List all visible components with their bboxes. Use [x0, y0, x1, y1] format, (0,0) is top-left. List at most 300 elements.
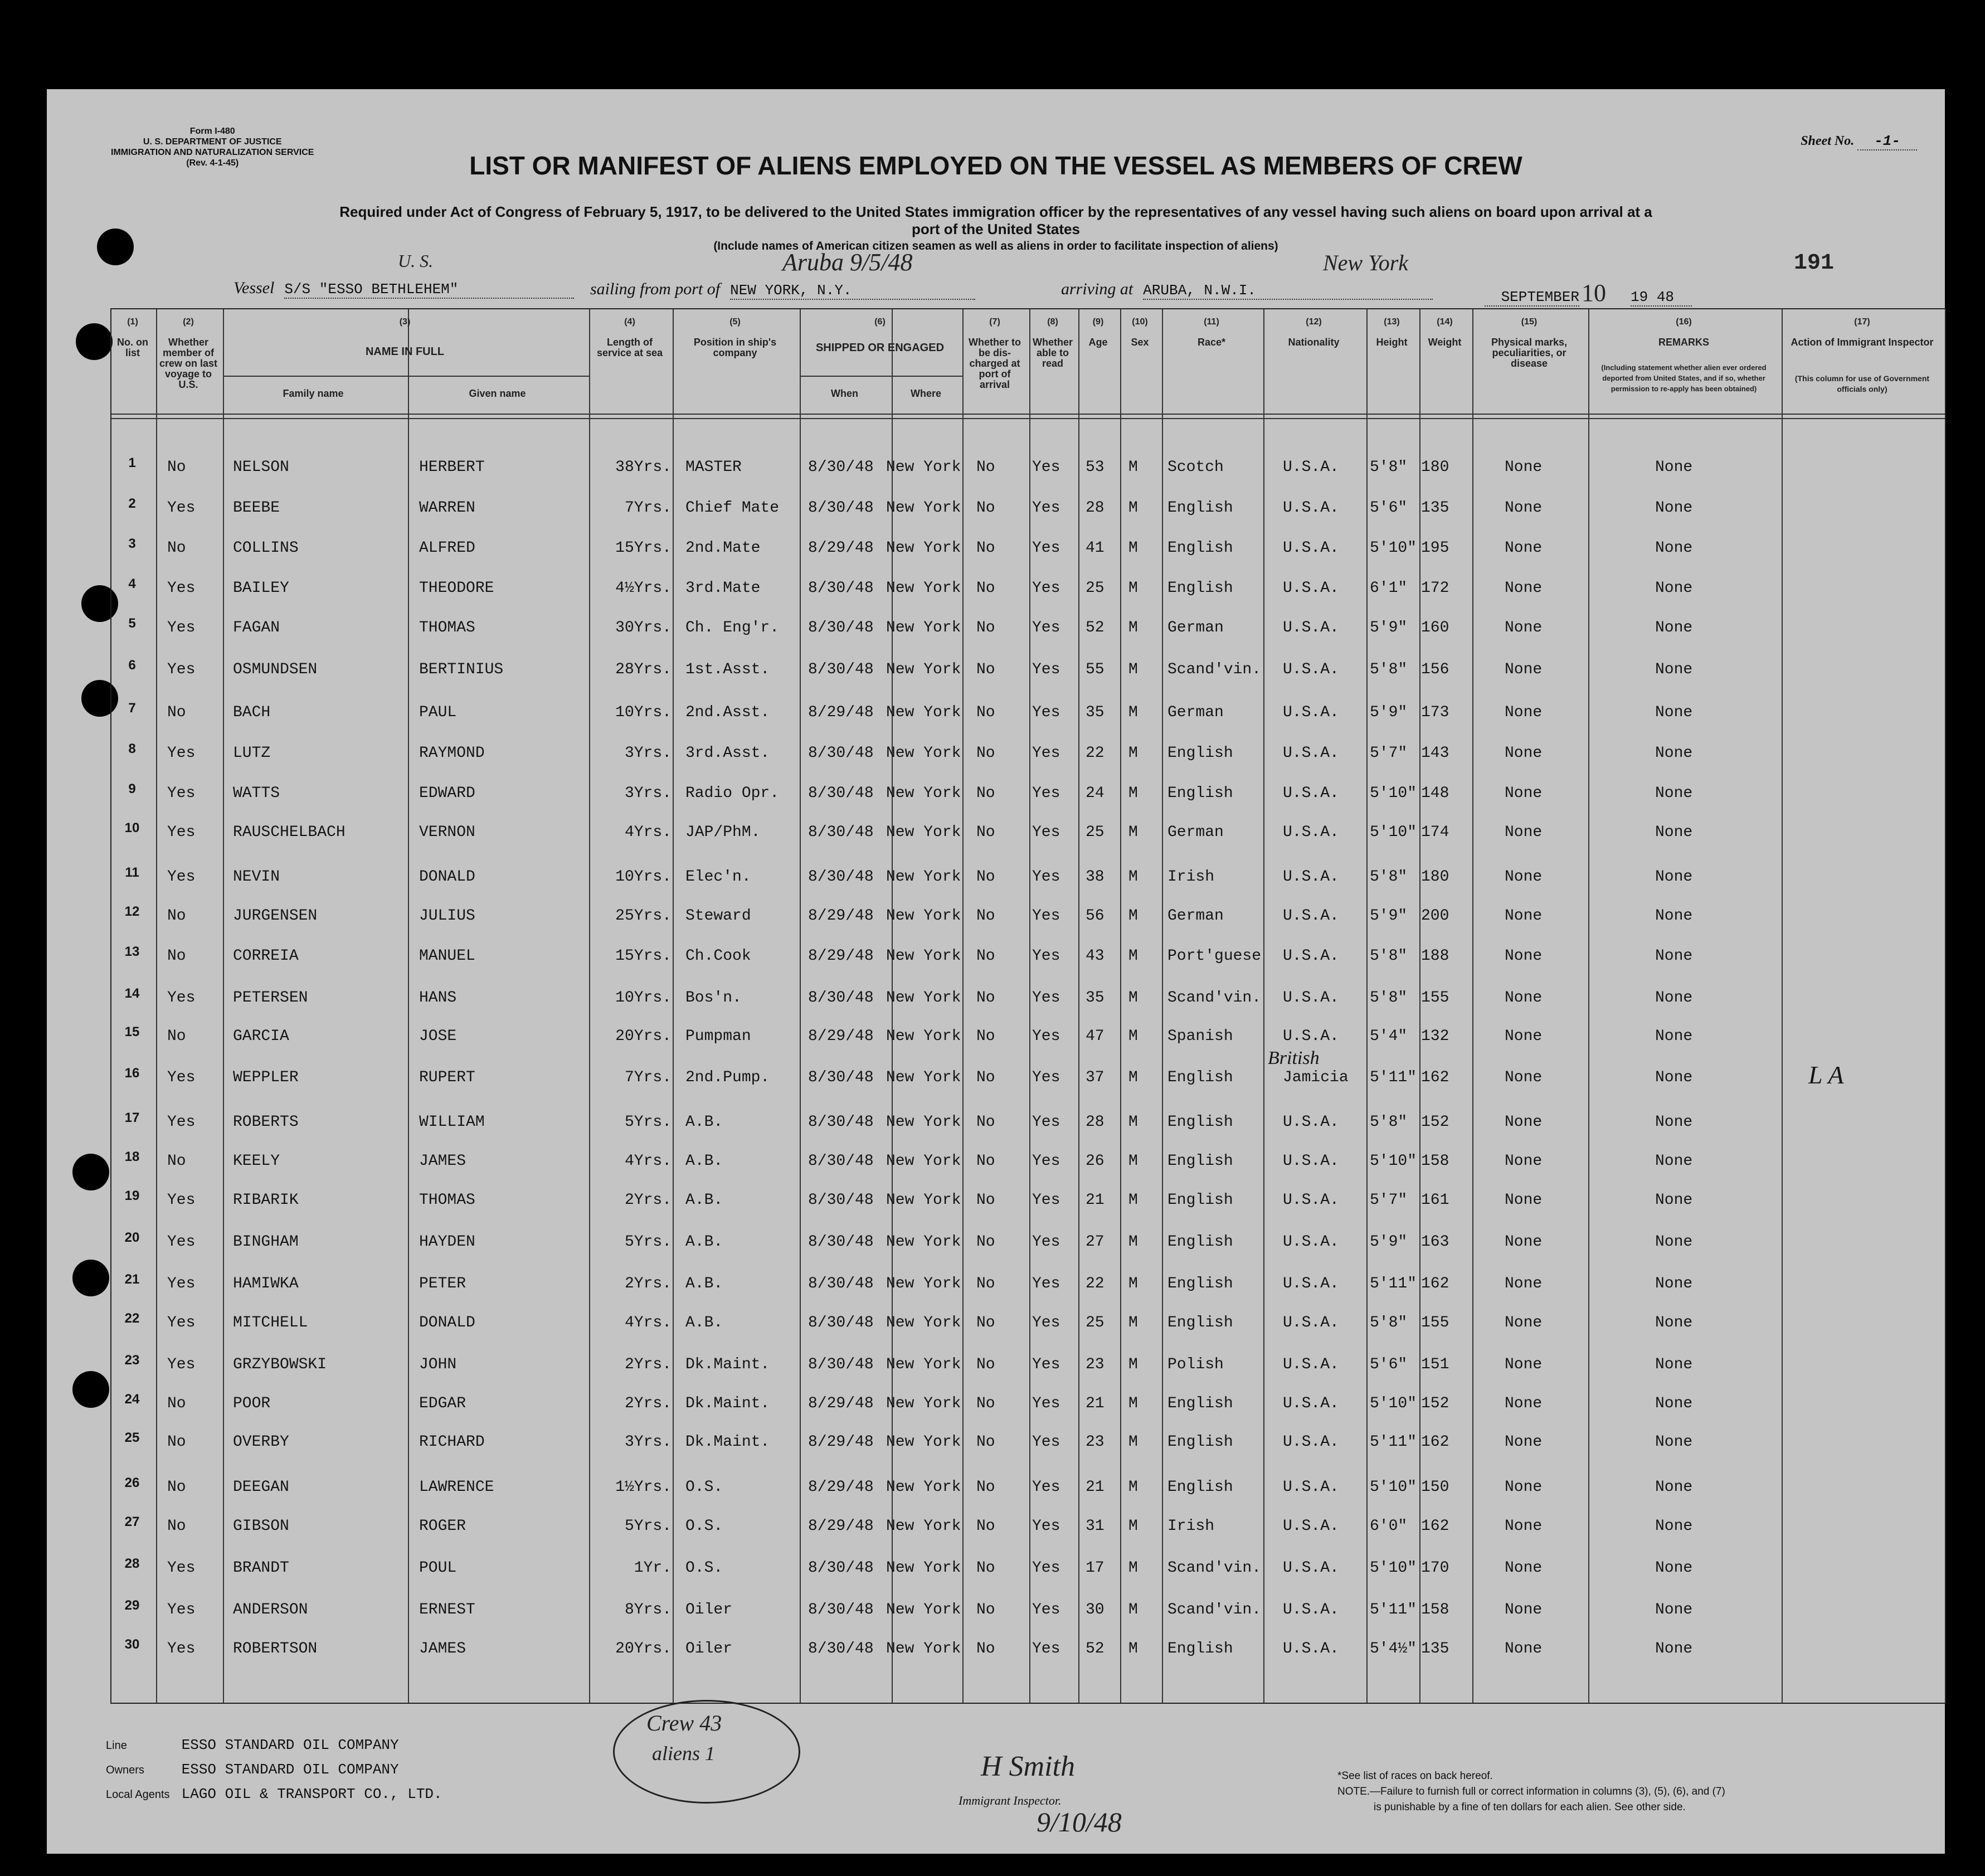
- column-divider: [156, 309, 157, 1703]
- cell-position: Oiler: [685, 1640, 733, 1658]
- cell-position: Elec'n.: [685, 868, 751, 886]
- cell-no: 1: [128, 455, 136, 470]
- sailing-port: NEW YORK, N.Y.: [730, 282, 975, 300]
- cell-where: New York: [886, 459, 961, 476]
- cell-prev: Yes: [167, 1601, 196, 1619]
- cell-age: 22: [1086, 745, 1105, 762]
- cell-prev: Yes: [167, 1114, 196, 1131]
- cell-position: Dk.Maint.: [685, 1395, 770, 1412]
- cell-nationality: U.S.A.: [1283, 1356, 1339, 1373]
- cell-service: 1Yr.: [634, 1559, 672, 1577]
- cell-position: A.B.: [685, 1114, 723, 1131]
- cell-discharged: No: [976, 1192, 995, 1209]
- cell-position: JAP/PhM.: [685, 824, 761, 841]
- cell-prev: Yes: [167, 580, 196, 597]
- cell-where: New York: [886, 1275, 961, 1292]
- cell-sex: M: [1128, 824, 1138, 841]
- cell-family: RIBARIK: [233, 1192, 299, 1209]
- cell-race: Port'guese: [1167, 947, 1262, 965]
- cell-sex: M: [1128, 499, 1138, 517]
- cell-when: 8/30/48: [808, 785, 874, 802]
- cell-discharged: No: [976, 459, 995, 476]
- cell-given: ALFRED: [419, 540, 475, 557]
- cell-marks: None: [1505, 459, 1543, 476]
- cell-race: Scand'vin.: [1167, 1559, 1262, 1577]
- cell-remarks: None: [1655, 1275, 1693, 1292]
- column-header: REMARKS: [1658, 337, 1709, 348]
- cell-read: Yes: [1032, 745, 1060, 762]
- cell-position: Dk.Maint.: [685, 1433, 770, 1451]
- cell-given: JAMES: [419, 1153, 466, 1170]
- cell-marks: None: [1505, 661, 1543, 678]
- cell-sex: M: [1128, 1395, 1138, 1412]
- cell-family: KEELY: [233, 1153, 280, 1170]
- cell-age: 23: [1086, 1433, 1105, 1451]
- cell-position: Radio Opr.: [685, 785, 780, 802]
- cell-read: Yes: [1032, 1275, 1060, 1292]
- cell-prev: No: [167, 540, 186, 557]
- cell-where: New York: [886, 785, 961, 802]
- cell-weight: 143: [1421, 745, 1449, 762]
- cell-family: GARCIA: [233, 1028, 289, 1045]
- cell-where: New York: [886, 1114, 961, 1131]
- cell-height: 5'7": [1370, 1192, 1408, 1209]
- cell-given: BERTINIUS: [419, 661, 504, 678]
- cell-given: VERNON: [419, 824, 475, 841]
- cell-family: ROBERTSON: [233, 1640, 318, 1658]
- cell-race: German: [1167, 619, 1224, 636]
- cell-remarks: None: [1655, 1028, 1693, 1045]
- cell-race: Scand'vin.: [1167, 989, 1262, 1007]
- cell-race: English: [1167, 1640, 1233, 1658]
- column-header: Age: [1088, 337, 1108, 348]
- cell-nationality: U.S.A.: [1283, 540, 1339, 557]
- cell-remarks: None: [1655, 1559, 1693, 1577]
- cell-height: 5'7": [1370, 745, 1408, 762]
- sheet-number: [1801, 133, 1917, 149]
- cell-position: Chief Mate: [685, 499, 780, 517]
- cell-prev: Yes: [167, 745, 196, 762]
- date-year-prefix: 19: [1631, 289, 1648, 305]
- arriving-label: arriving at: [1061, 280, 1133, 298]
- cell-position: 3rd.Asst.: [685, 745, 770, 762]
- cell-nationality: U.S.A.: [1283, 1433, 1339, 1451]
- cell-when: 8/30/48: [808, 989, 874, 1007]
- cell-weight: 150: [1421, 1479, 1449, 1496]
- page-stamp: 191: [1794, 251, 1835, 276]
- cell-marks: None: [1505, 1356, 1543, 1373]
- cell-read: Yes: [1032, 1479, 1060, 1496]
- cell-where: New York: [886, 1069, 961, 1086]
- cell-sex: M: [1128, 1114, 1138, 1131]
- cell-read: Yes: [1032, 1069, 1060, 1086]
- cell-where: New York: [886, 824, 961, 841]
- cell-sex: M: [1128, 580, 1138, 597]
- cell-race: English: [1167, 1233, 1233, 1251]
- vessel-label: Vessel: [233, 279, 275, 297]
- cell-remarks: None: [1655, 661, 1693, 678]
- cell-service: 20Yrs.: [615, 1640, 672, 1658]
- cell-height: 5'10": [1370, 540, 1417, 557]
- cell-prev: Yes: [167, 1275, 196, 1292]
- cell-service: 7Yrs.: [624, 499, 672, 517]
- cell-age: 23: [1086, 1356, 1105, 1373]
- cell-sex: M: [1128, 1356, 1138, 1373]
- cell-age: 24: [1086, 785, 1105, 802]
- cell-family: BACH: [233, 704, 271, 721]
- column-header: (15): [1521, 317, 1538, 327]
- cell-when: 8/30/48: [808, 1601, 874, 1619]
- cell-given: POUL: [419, 1559, 457, 1577]
- cell-no: 25: [124, 1430, 140, 1445]
- cell-when: 8/29/48: [808, 907, 874, 925]
- punch-hole: [72, 1154, 109, 1190]
- agents-value: LAGO OIL & TRANSPORT CO., LTD.: [181, 1786, 442, 1802]
- cell-where: New York: [886, 1153, 961, 1170]
- cell-service: 4Yrs.: [624, 1153, 672, 1170]
- cell-remarks: None: [1655, 619, 1693, 636]
- cell-where: New York: [886, 1433, 961, 1451]
- cell-discharged: No: [976, 1069, 995, 1086]
- cell-marks: None: [1505, 1395, 1543, 1412]
- cell-given: HANS: [419, 989, 457, 1007]
- cell-discharged: No: [976, 1518, 995, 1535]
- cell-family: ROBERTS: [233, 1114, 299, 1131]
- cell-no: 17: [124, 1110, 140, 1125]
- cell-race: Irish: [1167, 1518, 1215, 1535]
- cell-read: Yes: [1032, 907, 1060, 925]
- cell-position: 2nd.Asst.: [685, 704, 770, 721]
- cell-weight: 151: [1421, 1356, 1449, 1373]
- cell-height: 5'9": [1370, 619, 1408, 636]
- cell-when: 8/30/48: [808, 499, 874, 517]
- cell-remarks: None: [1655, 1640, 1693, 1658]
- cell-weight: 148: [1421, 785, 1449, 802]
- cell-read: Yes: [1032, 868, 1060, 886]
- cell-no: 23: [124, 1353, 140, 1368]
- cell-when: 8/30/48: [808, 824, 874, 841]
- cell-height: 5'11": [1370, 1601, 1417, 1619]
- footer-note-1: *See list of races on back hereof.: [1337, 1770, 1493, 1782]
- cell-family: PETERSEN: [233, 989, 308, 1007]
- cell-weight: 135: [1421, 1640, 1449, 1658]
- cell-where: New York: [886, 1395, 961, 1412]
- cell-read: Yes: [1032, 989, 1060, 1007]
- cell-read: Yes: [1032, 540, 1060, 557]
- cell-service: 5Yrs.: [624, 1518, 672, 1535]
- column-header: Nationality: [1288, 337, 1340, 348]
- cell-when: 8/29/48: [808, 1479, 874, 1496]
- cell-remarks: None: [1655, 1233, 1693, 1251]
- cell-race: English: [1167, 785, 1233, 802]
- cell-race: Irish: [1167, 868, 1215, 886]
- cell-nationality: U.S.A.: [1283, 1153, 1339, 1170]
- cell-discharged: No: [976, 1314, 995, 1331]
- cell-read: Yes: [1032, 661, 1060, 678]
- cell-family: DEEGAN: [233, 1479, 289, 1496]
- cell-weight: 155: [1421, 1314, 1449, 1331]
- cell-age: 55: [1086, 661, 1105, 678]
- cell-nationality: U.S.A.: [1283, 989, 1339, 1007]
- cell-given: JULIUS: [419, 907, 475, 925]
- cell-prev: Yes: [167, 661, 196, 678]
- cell-discharged: No: [976, 580, 995, 597]
- column-header: Whether to be dis-charged at port of arrival: [969, 337, 1021, 390]
- arriving-port: ARUBA, N.W.I.: [1143, 282, 1433, 300]
- cell-weight: 156: [1421, 661, 1449, 678]
- cell-sex: M: [1128, 1153, 1138, 1170]
- cell-given: DONALD: [419, 868, 475, 886]
- cell-no: 30: [124, 1637, 140, 1652]
- column-header: (Including statement whether alien ever ordered deported from United States, and if so, whether permission to re-apply has been obtained): [1601, 363, 1767, 393]
- cell-remarks: None: [1655, 947, 1693, 965]
- date-day: 10: [1582, 279, 1606, 307]
- punch-hole: [76, 323, 113, 360]
- vessel-line: [233, 279, 574, 299]
- arrival-date: [1485, 279, 1692, 307]
- cell-position: O.S.: [685, 1518, 723, 1535]
- cell-given: JOHN: [419, 1356, 457, 1373]
- cell-position: Dk.Maint.: [685, 1356, 770, 1373]
- cell-nationality: U.S.A.: [1283, 499, 1339, 517]
- cell-remarks: None: [1655, 1479, 1693, 1496]
- cell-weight: 160: [1421, 619, 1449, 636]
- cell-prev: Yes: [167, 1559, 196, 1577]
- cell-service: 2Yrs.: [624, 1275, 672, 1292]
- cell-race: Spanish: [1167, 1028, 1233, 1045]
- cell-nationality: U.S.A.: [1283, 1114, 1339, 1131]
- cell-where: New York: [886, 1192, 961, 1209]
- cell-discharged: No: [976, 1433, 995, 1451]
- cell-prev: Yes: [167, 1356, 196, 1373]
- column-header: Given name: [469, 388, 526, 399]
- footer-line: [106, 1737, 399, 1753]
- cell-when: 8/30/48: [808, 619, 874, 636]
- cell-discharged: No: [976, 989, 995, 1007]
- header-divider: [111, 414, 1945, 415]
- cell-read: Yes: [1032, 499, 1060, 517]
- cell-discharged: No: [976, 704, 995, 721]
- cell-position: Ch. Eng'r.: [685, 619, 780, 636]
- cell-discharged: No: [976, 1275, 995, 1292]
- cell-remarks: None: [1655, 540, 1693, 557]
- column-divider: [800, 309, 801, 1703]
- cell-sex: M: [1128, 1433, 1138, 1451]
- cell-sex: M: [1128, 661, 1138, 678]
- cell-nationality: U.S.A.: [1283, 785, 1339, 802]
- cell-age: 56: [1086, 907, 1105, 925]
- cell-family: HAMIWKA: [233, 1275, 299, 1292]
- cell-position: Bos'n.: [685, 989, 742, 1007]
- cell-position: 3rd.Mate: [685, 580, 761, 597]
- cell-when: 8/30/48: [808, 580, 874, 597]
- cell-weight: 180: [1421, 459, 1449, 476]
- cell-family: BINGHAM: [233, 1233, 299, 1251]
- column-divider: [589, 309, 590, 1703]
- column-divider: [1162, 309, 1163, 1703]
- cell-given: PETER: [419, 1275, 466, 1292]
- cell-weight: 174: [1421, 824, 1449, 841]
- cell-age: 35: [1086, 704, 1105, 721]
- cell-read: Yes: [1032, 824, 1060, 841]
- cell-service: 15Yrs.: [615, 947, 672, 965]
- footer-note-3: is punishable by a fine of ten dollars for each alien. See other side.: [1374, 1801, 1686, 1813]
- cell-nationality: U.S.A.: [1283, 907, 1339, 925]
- cell-sex: M: [1128, 947, 1138, 965]
- cell-weight: 162: [1421, 1518, 1449, 1535]
- subtitle-line-1: Required under Act of Congress of February 5, 1917, to be delivered to the United States immigration officer by the representatives of any vessel having such aliens on board upon arrival at a: [339, 203, 1652, 220]
- cell-height: 6'0": [1370, 1518, 1408, 1535]
- cell-where: New York: [886, 1356, 961, 1373]
- footer-owners: [106, 1761, 399, 1778]
- cell-discharged: No: [976, 868, 995, 886]
- crew-note-1: Crew 43: [646, 1710, 722, 1736]
- cell-sex: M: [1128, 704, 1138, 721]
- cell-marks: None: [1505, 1559, 1543, 1577]
- cell-position: A.B.: [685, 1192, 723, 1209]
- cell-race: English: [1167, 1275, 1233, 1292]
- column-header: Length of service at sea: [596, 337, 663, 358]
- cell-service: 1½Yrs.: [615, 1479, 672, 1496]
- cell-nationality: Jamicia: [1283, 1069, 1349, 1086]
- cell-height: 5'8": [1370, 1114, 1408, 1131]
- cell-height: 5'8": [1370, 947, 1408, 965]
- cell-read: Yes: [1032, 1433, 1060, 1451]
- cell-nationality: U.S.A.: [1283, 1192, 1339, 1209]
- cell-family: NEVIN: [233, 868, 280, 886]
- cell-family: GRZYBOWSKI: [233, 1356, 327, 1373]
- cell-family: OVERBY: [233, 1433, 289, 1451]
- sailing-label: sailing from port of: [590, 280, 721, 298]
- cell-given: THOMAS: [419, 619, 475, 636]
- cell-family: BEEBE: [233, 499, 280, 517]
- cell-age: 27: [1086, 1233, 1105, 1251]
- cell-where: New York: [886, 661, 961, 678]
- cell-when: 8/30/48: [808, 1069, 874, 1086]
- cell-age: 52: [1086, 1640, 1105, 1658]
- cell-remarks: None: [1655, 1114, 1693, 1131]
- cell-weight: 170: [1421, 1559, 1449, 1577]
- cell-position: A.B.: [685, 1233, 723, 1251]
- cell-age: 28: [1086, 1114, 1105, 1131]
- cell-read: Yes: [1032, 1114, 1060, 1131]
- cell-service: 4Yrs.: [624, 1314, 672, 1331]
- cell-age: 37: [1086, 1069, 1105, 1086]
- cell-sex: M: [1128, 619, 1138, 636]
- column-header: (14): [1437, 317, 1453, 327]
- subtitle-line-3: (Include names of American citizen seamen as well as aliens in order to facilitate inspection of aliens): [713, 240, 1278, 252]
- cell-age: 38: [1086, 868, 1105, 886]
- column-divider: [1029, 309, 1030, 1703]
- cell-no: 22: [124, 1311, 140, 1326]
- cell-when: 8/30/48: [808, 1640, 874, 1658]
- cell-height: 5'10": [1370, 1395, 1417, 1412]
- vessel-name: S/S "ESSO BETHLEHEM": [284, 281, 574, 299]
- cell-where: New York: [886, 1601, 961, 1619]
- cell-nationality: U.S.A.: [1283, 745, 1339, 762]
- cell-service: 2Yrs.: [624, 1192, 672, 1209]
- cell-service: 2Yrs.: [624, 1395, 672, 1412]
- cell-where: New York: [886, 1559, 961, 1577]
- cell-when: 8/29/48: [808, 704, 874, 721]
- cell-given: LAWRENCE: [419, 1479, 494, 1496]
- cell-given: RAYMOND: [419, 745, 485, 762]
- cell-height: 5'9": [1370, 1233, 1408, 1251]
- cell-discharged: No: [976, 745, 995, 762]
- cell-height: 5'10": [1370, 1559, 1417, 1577]
- cell-given: RICHARD: [419, 1433, 485, 1451]
- cell-where: New York: [886, 1640, 961, 1658]
- cell-weight: 161: [1421, 1192, 1449, 1209]
- cell-nationality: U.S.A.: [1283, 1640, 1339, 1658]
- cell-no: 4: [128, 576, 136, 591]
- cell-read: Yes: [1032, 619, 1060, 636]
- cell-when: 8/29/48: [808, 947, 874, 965]
- cell-nationality: U.S.A.: [1283, 868, 1339, 886]
- cell-remarks: None: [1655, 1192, 1693, 1209]
- cell-prev: No: [167, 1518, 186, 1535]
- cell-sex: M: [1128, 745, 1138, 762]
- cell-where: New York: [886, 580, 961, 597]
- cell-service: 38Yrs.: [615, 459, 672, 476]
- cell-nationality: U.S.A.: [1283, 1314, 1339, 1331]
- cell-no: 15: [124, 1024, 140, 1039]
- cell-read: Yes: [1032, 1028, 1060, 1045]
- column-header: (17): [1854, 317, 1870, 327]
- cell-age: 26: [1086, 1153, 1105, 1170]
- line-label: Line: [106, 1739, 127, 1752]
- cell-read: Yes: [1032, 580, 1060, 597]
- cell-where: New York: [886, 1314, 961, 1331]
- cell-when: 8/30/48: [808, 868, 874, 886]
- column-header: (6): [874, 317, 886, 327]
- cell-height: 5'11": [1370, 1069, 1417, 1086]
- cell-service: 4½Yrs.: [615, 580, 672, 597]
- cell-height: 5'8": [1370, 868, 1408, 886]
- cell-when: 8/29/48: [808, 540, 874, 557]
- cell-age: 47: [1086, 1028, 1105, 1045]
- cell-nationality: U.S.A.: [1283, 1028, 1339, 1045]
- cell-position: Oiler: [685, 1601, 733, 1619]
- cell-discharged: No: [976, 907, 995, 925]
- cell-weight: 173: [1421, 704, 1449, 721]
- cell-remarks: None: [1655, 499, 1693, 517]
- cell-race: German: [1167, 704, 1224, 721]
- cell-nationality: U.S.A.: [1283, 824, 1339, 841]
- cell-height: 5'9": [1370, 907, 1408, 925]
- column-header: (11): [1204, 317, 1219, 327]
- cell-age: 21: [1086, 1479, 1105, 1496]
- cell-family: LUTZ: [233, 745, 271, 762]
- header-divider: [111, 418, 1945, 419]
- inspector-signature: H Smith: [981, 1751, 1075, 1782]
- cell-sex: M: [1128, 868, 1138, 886]
- cell-no: 2: [128, 496, 136, 511]
- cell-marks: None: [1505, 785, 1543, 802]
- cell-marks: None: [1505, 1069, 1543, 1086]
- cell-race: German: [1167, 824, 1224, 841]
- cell-when: 8/29/48: [808, 1518, 874, 1535]
- cell-family: FAGAN: [233, 619, 280, 636]
- cell-marks: None: [1505, 745, 1543, 762]
- cell-service: 30Yrs.: [615, 619, 672, 636]
- cell-given: THOMAS: [419, 1192, 475, 1209]
- cell-no: 7: [128, 701, 136, 716]
- cell-prev: No: [167, 1433, 186, 1451]
- cell-position: A.B.: [685, 1314, 723, 1331]
- cell-weight: 172: [1421, 580, 1449, 597]
- column-header: (1): [127, 317, 138, 327]
